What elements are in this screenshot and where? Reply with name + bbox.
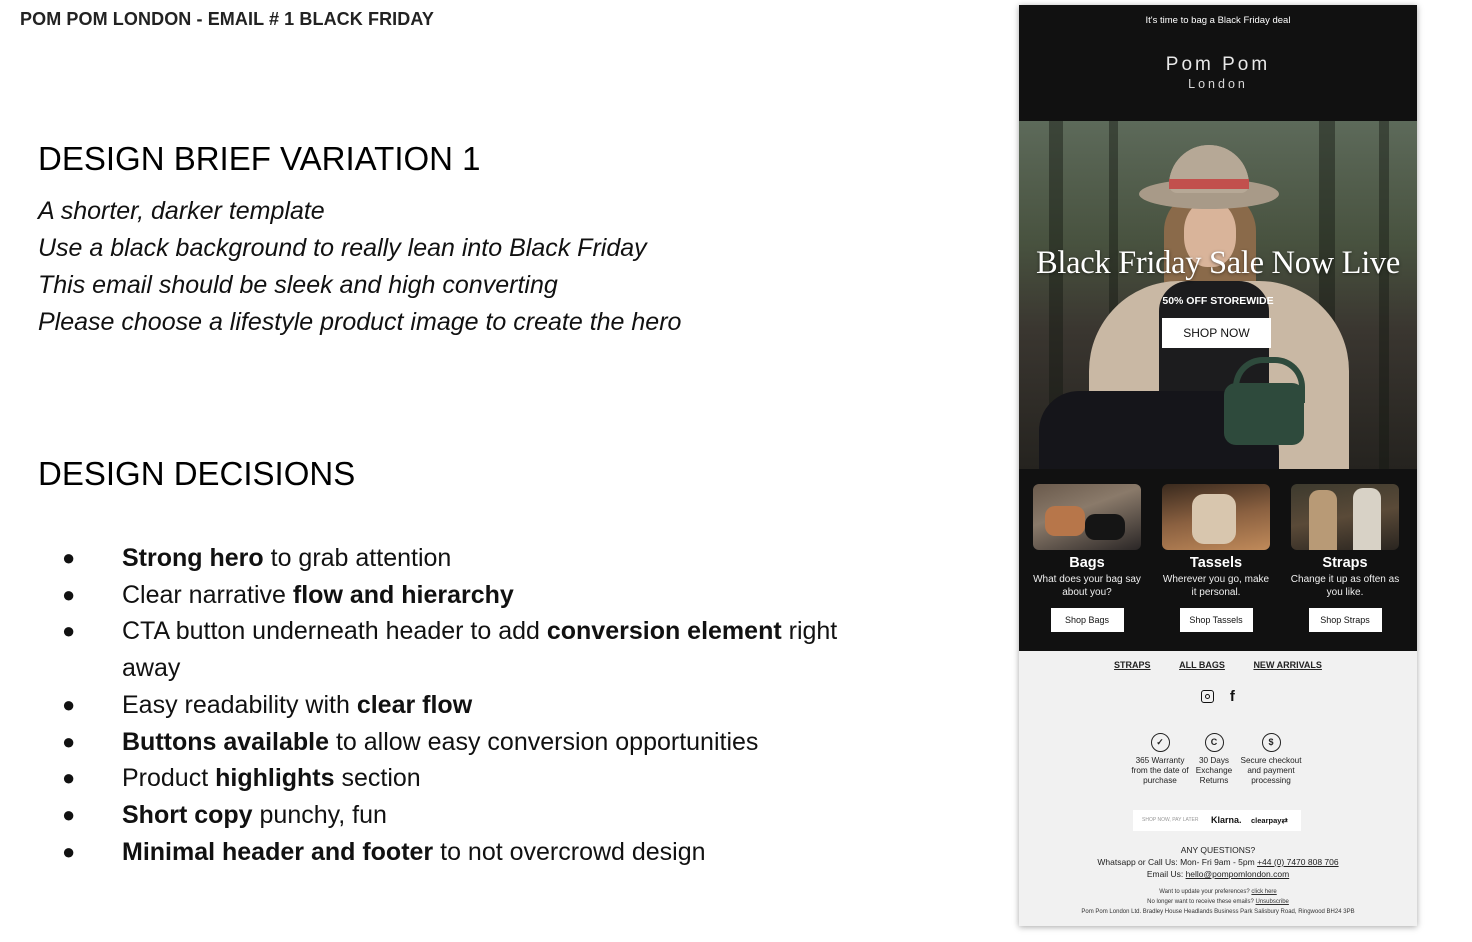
hero-image[interactable] bbox=[1019, 121, 1417, 469]
decision-pre: Clear narrative bbox=[122, 580, 293, 609]
decision-pre: Easy readability with bbox=[122, 690, 357, 719]
preferences-prefix: Want to update your preferences? bbox=[1159, 889, 1252, 895]
bullet-icon: ● bbox=[62, 581, 76, 607]
decision-item bbox=[60, 687, 850, 724]
contact-email-line bbox=[1019, 868, 1417, 880]
brief-heading: DESIGN BRIEF VARIATION 1 bbox=[38, 140, 481, 177]
unsubscribe-line bbox=[1019, 897, 1417, 907]
usp-text: 30 Days Exchange Returns bbox=[1195, 756, 1233, 785]
bullet-icon: ● bbox=[62, 728, 76, 754]
company-address: Pom Pom London Ltd. Bradley House Headlands Business Park Salisbury Road, Ringwood BH24 3PB bbox=[1081, 909, 1355, 915]
decision-item bbox=[60, 613, 850, 686]
brief-line: Use a black background to really lean into Black Friday bbox=[38, 234, 647, 262]
product-description: What does your bag say about you? bbox=[1033, 574, 1141, 598]
shop-bags-button[interactable]: Shop Bags bbox=[1051, 608, 1124, 632]
document-title: POM POM LONDON - EMAIL # 1 BLACK FRIDAY bbox=[20, 9, 434, 29]
decision-item bbox=[60, 760, 850, 797]
usp-secure bbox=[1240, 733, 1302, 786]
hat-band-front bbox=[1169, 179, 1249, 189]
usp-text: Secure checkout and payment processing bbox=[1240, 756, 1302, 785]
footer-link-straps[interactable]: STRAPS bbox=[1114, 660, 1151, 670]
legal-text bbox=[1019, 887, 1417, 917]
usp-warranty bbox=[1129, 733, 1191, 786]
footer-link-new-arrivals[interactable]: NEW ARRIVALS bbox=[1253, 660, 1322, 670]
decision-rest: right away bbox=[122, 617, 838, 683]
email-prefix: Email Us: bbox=[1146, 869, 1186, 879]
decision-bold: clear flow bbox=[356, 690, 473, 719]
product-highlights bbox=[1019, 484, 1417, 650]
product-description: Change it up as often as you like. bbox=[1290, 574, 1400, 598]
bullet-icon: ● bbox=[62, 801, 76, 827]
social-links bbox=[1019, 688, 1417, 705]
decision-bold: Strong hero bbox=[122, 544, 264, 572]
tassel-bag-shape bbox=[1192, 494, 1236, 544]
bullet-icon: ● bbox=[62, 765, 76, 791]
facebook-icon[interactable]: f bbox=[1229, 688, 1235, 706]
unsubscribe-link[interactable]: Unsubscribe bbox=[1255, 899, 1289, 905]
klarna-logo: Klarna. bbox=[1211, 815, 1242, 825]
decisions-list bbox=[60, 540, 850, 870]
clearpay-logo: clearpay⇄ bbox=[1251, 816, 1288, 825]
decision-item bbox=[60, 577, 850, 614]
preferences-link[interactable]: click here bbox=[1251, 889, 1277, 895]
bullet-icon: ● bbox=[62, 838, 76, 864]
decision-rest: to not overcrowd design bbox=[433, 837, 706, 866]
email-footer bbox=[1019, 651, 1417, 926]
preheader-text: It's time to bag a Black Friday deal bbox=[1145, 15, 1291, 26]
decision-rest: punchy, fun bbox=[252, 800, 387, 829]
decision-rest: to grab attention bbox=[263, 544, 452, 572]
unsubscribe-prefix: No longer want to receive these emails? bbox=[1147, 899, 1256, 905]
brand-logo-sub: London bbox=[1188, 77, 1248, 91]
usp-returns bbox=[1187, 733, 1241, 786]
instagram-icon[interactable] bbox=[1201, 690, 1214, 703]
contact-heading: ANY QUESTIONS? bbox=[1180, 845, 1256, 855]
product-name: Straps bbox=[1322, 555, 1368, 571]
product-name: Bags bbox=[1069, 555, 1105, 571]
bags-image[interactable] bbox=[1033, 484, 1141, 550]
decisions-heading: DESIGN DECISIONS bbox=[38, 455, 356, 492]
email-mockup bbox=[1019, 5, 1417, 926]
bag-shape bbox=[1085, 514, 1125, 540]
pay-later-label: SHOP NOW, PAY LATER bbox=[1142, 817, 1199, 823]
decision-bold: Minimal header and footer bbox=[122, 837, 434, 866]
decision-bold: Buttons available bbox=[122, 727, 329, 756]
hero-subheadline: 50% OFF STOREWIDE bbox=[1162, 295, 1274, 307]
bullet-icon: ● bbox=[62, 545, 76, 570]
decision-item bbox=[60, 724, 850, 761]
footer-nav bbox=[1019, 660, 1417, 670]
product-name: Tassels bbox=[1189, 555, 1243, 571]
dollar-icon: $ bbox=[1262, 733, 1281, 752]
strap-figure bbox=[1353, 488, 1381, 550]
green-bag bbox=[1224, 383, 1304, 445]
check-icon: ✓ bbox=[1151, 733, 1170, 752]
product-card-bags bbox=[1032, 484, 1142, 632]
phone-link[interactable]: +44 (0) 7470 808 706 bbox=[1257, 857, 1339, 867]
tassels-image[interactable] bbox=[1162, 484, 1270, 550]
payment-options bbox=[1133, 810, 1301, 831]
strap-figure bbox=[1309, 490, 1337, 550]
brief-line: This email should be sleek and high converting bbox=[38, 271, 558, 299]
decision-pre: CTA button underneath header to add bbox=[122, 617, 547, 646]
bag-shape bbox=[1045, 506, 1085, 536]
contact-phone-line bbox=[1019, 856, 1417, 868]
bullet-icon: ● bbox=[62, 618, 76, 644]
decision-bold: flow and hierarchy bbox=[292, 580, 514, 609]
decision-bold: highlights bbox=[215, 764, 335, 793]
email-link[interactable]: hello@pompomlondon.com bbox=[1185, 869, 1290, 879]
footer-link-all-bags[interactable]: ALL BAGS bbox=[1179, 660, 1225, 670]
brief-lines bbox=[38, 193, 681, 341]
shop-straps-button[interactable]: Shop Straps bbox=[1309, 608, 1382, 632]
bullet-icon: ● bbox=[62, 691, 76, 717]
product-card-straps bbox=[1290, 484, 1400, 632]
product-card-tassels bbox=[1161, 484, 1271, 632]
decision-item bbox=[60, 540, 850, 577]
exchange-icon: C bbox=[1205, 733, 1224, 752]
decision-pre: Product bbox=[122, 764, 216, 793]
brand-logo[interactable]: Pom Pom bbox=[1165, 54, 1271, 75]
brief-line: Please choose a lifestyle product image to create the hero bbox=[38, 308, 682, 336]
usp-text: 365 Warranty from the date of purchase bbox=[1131, 756, 1189, 785]
brief-line: A shorter, darker template bbox=[38, 197, 325, 225]
decision-rest: to allow easy conversion opportunities bbox=[329, 727, 759, 756]
decision-bold: conversion element bbox=[546, 617, 782, 646]
shop-now-button[interactable]: SHOP NOW bbox=[1162, 318, 1271, 348]
contact-info bbox=[1019, 844, 1417, 880]
decision-item bbox=[60, 834, 850, 871]
straps-image[interactable] bbox=[1291, 484, 1399, 550]
product-description: Wherever you go, make it personal. bbox=[1162, 574, 1270, 598]
shop-tassels-button[interactable]: Shop Tassels bbox=[1180, 608, 1253, 632]
decision-rest: section bbox=[334, 764, 421, 793]
decision-item bbox=[60, 797, 850, 834]
decision-bold: Short copy bbox=[122, 800, 253, 829]
preferences-line bbox=[1019, 887, 1417, 897]
hero-headline: Black Friday Sale Now Live bbox=[1035, 245, 1401, 281]
phone-prefix: Whatsapp or Call Us: Mon- Fri 9am - 5pm bbox=[1097, 857, 1258, 867]
